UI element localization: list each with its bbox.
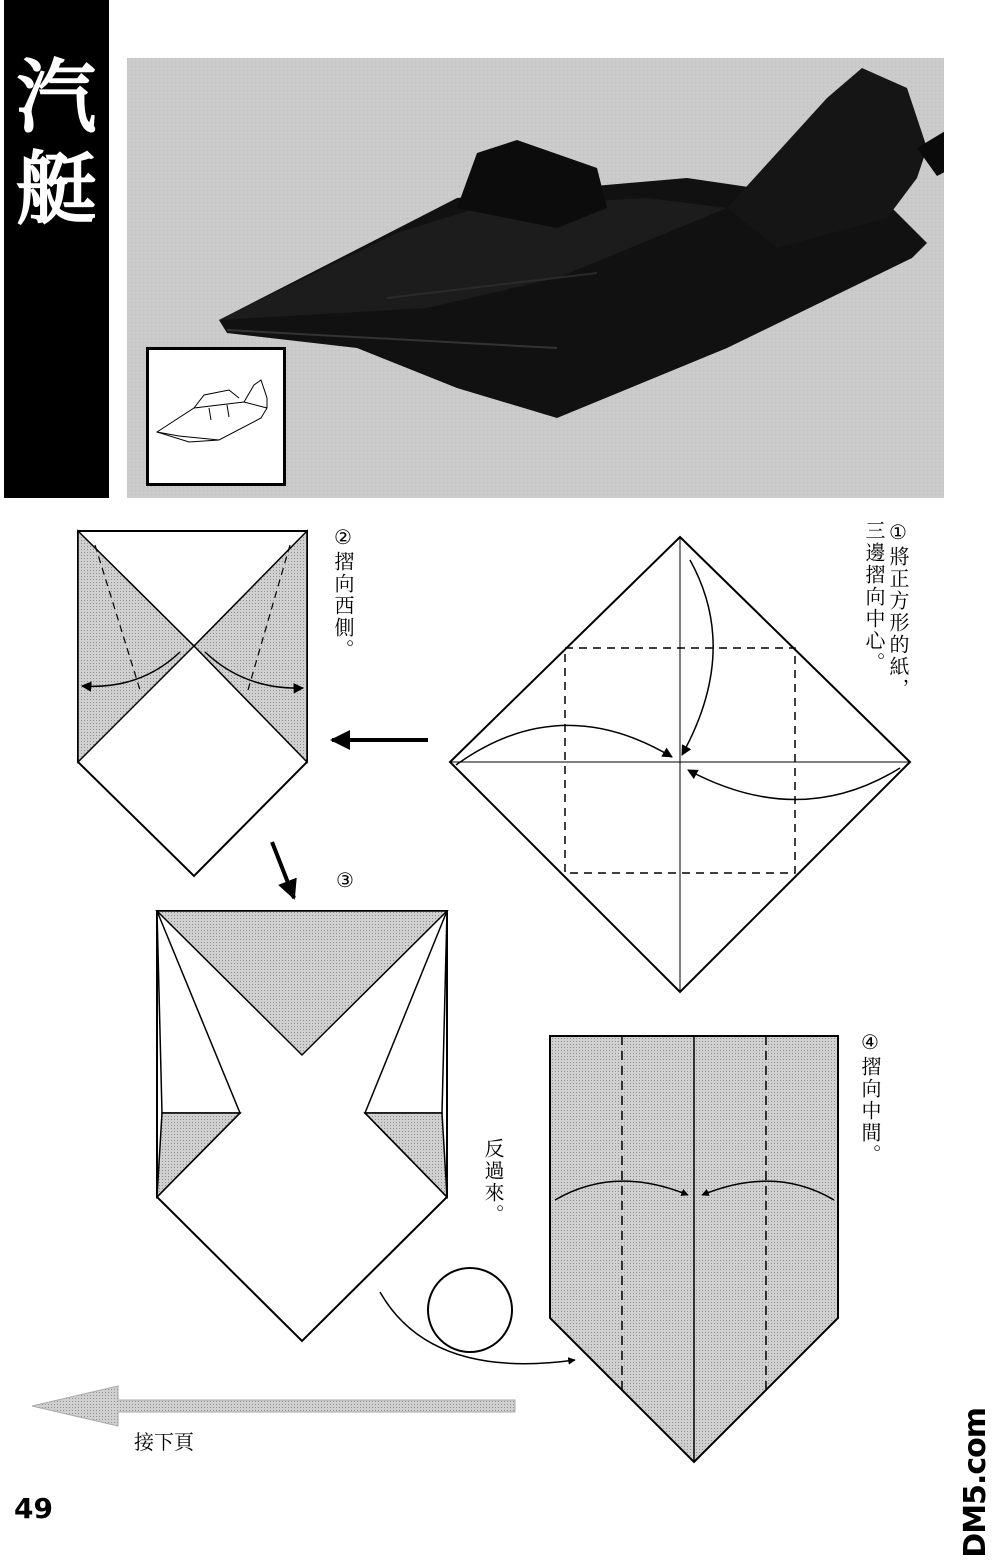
step-2-diagram [78,531,307,876]
title-char-2: 艇 [16,143,97,236]
step-1-instruction: 將正方形的紙，三邊摺向中心。 [862,520,910,700]
step-1-diagram [450,537,910,992]
flip-symbol [380,1268,575,1364]
continue-arrow [32,1386,515,1426]
step-4-diagram [550,1036,838,1462]
step-4-number: ④ [858,1030,882,1056]
watermark-text: DM5.com [958,1408,993,1558]
arrow-step2-to-step3 [272,842,294,898]
watermark [958,1408,994,1558]
title-char-1: 汽 [16,51,97,144]
step-2-number: ② [331,525,355,551]
step-4-instruction: 摺向中間。 [858,1056,882,1166]
step-3-diagram [157,911,447,1341]
step-1-text [862,520,910,720]
page-number: 49 [14,1492,53,1525]
step-2-text [331,525,355,665]
step-3-number: ③ [333,868,357,894]
flip-label: 反過來。 [481,1138,505,1226]
step-4-text [858,1030,882,1170]
step-3-text [333,868,357,908]
continue-label: 接下頁 [134,1430,194,1454]
step-1-number: ① [886,520,910,546]
step-2-instruction: 摺向西側。 [331,551,355,661]
